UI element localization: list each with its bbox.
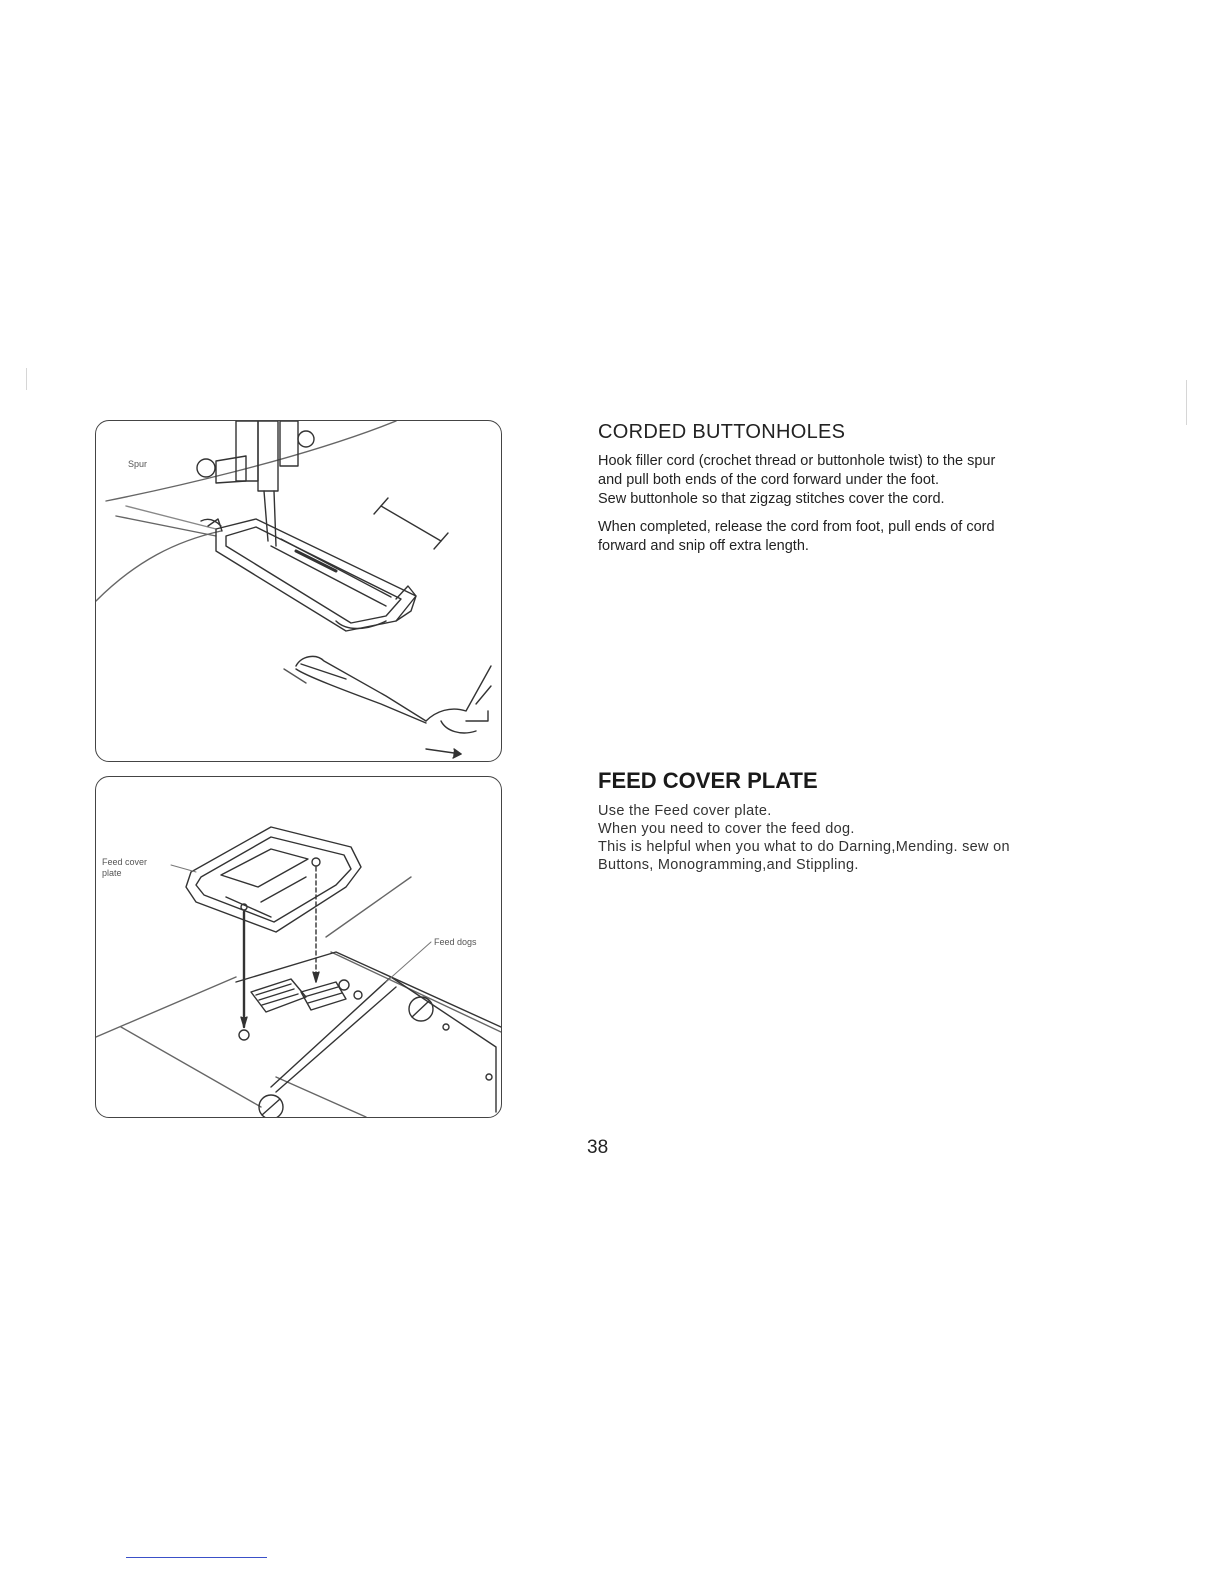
plate-callout: plate (102, 868, 122, 878)
corded-text-line: When completed, release the cord from foot, pull ends of cord (598, 519, 995, 535)
feed-text-line: When you need to cover the feed dog. (598, 821, 855, 837)
page-number: 38 (587, 1137, 609, 1158)
presser-foot-drawing (96, 421, 501, 761)
corded-buttonhole-illustration (95, 420, 502, 762)
scan-mark-right (1186, 380, 1187, 425)
corded-text-line: Sew buttonhole so that zigzag stitches cover the cord. (598, 491, 945, 507)
corded-text-line: Hook filler cord (crochet thread or buttonhole twist) to the spur (598, 453, 996, 469)
feed-cover-plate-heading: FEED COVER PLATE (598, 768, 818, 793)
corded-buttonholes-heading: CORDED BUTTONHOLES (598, 421, 846, 443)
feed-cover-plate-illustration (95, 776, 502, 1118)
footer-rule (126, 1557, 267, 1558)
corded-text-line: and pull both ends of the cord forward under the foot. (598, 472, 939, 488)
feed-dogs-callout: Feed dogs (434, 937, 477, 947)
feed-text-line: Use the Feed cover plate. (598, 803, 772, 819)
feed-cover-plate-drawing (96, 777, 501, 1117)
corded-buttonholes-section (598, 421, 1128, 556)
feed-cover-callout: Feed cover (102, 857, 148, 867)
spur-callout: Spur (128, 459, 148, 469)
feed-cover-plate-section (598, 768, 1128, 874)
feed-text-line: Buttons, Monogramming,and Stippling. (598, 857, 859, 873)
feed-text-line: This is helpful when you what to do Darning,Mending. sew on (598, 839, 1010, 855)
scan-mark-left (26, 368, 27, 390)
corded-text-line: forward and snip off extra length. (598, 538, 809, 554)
